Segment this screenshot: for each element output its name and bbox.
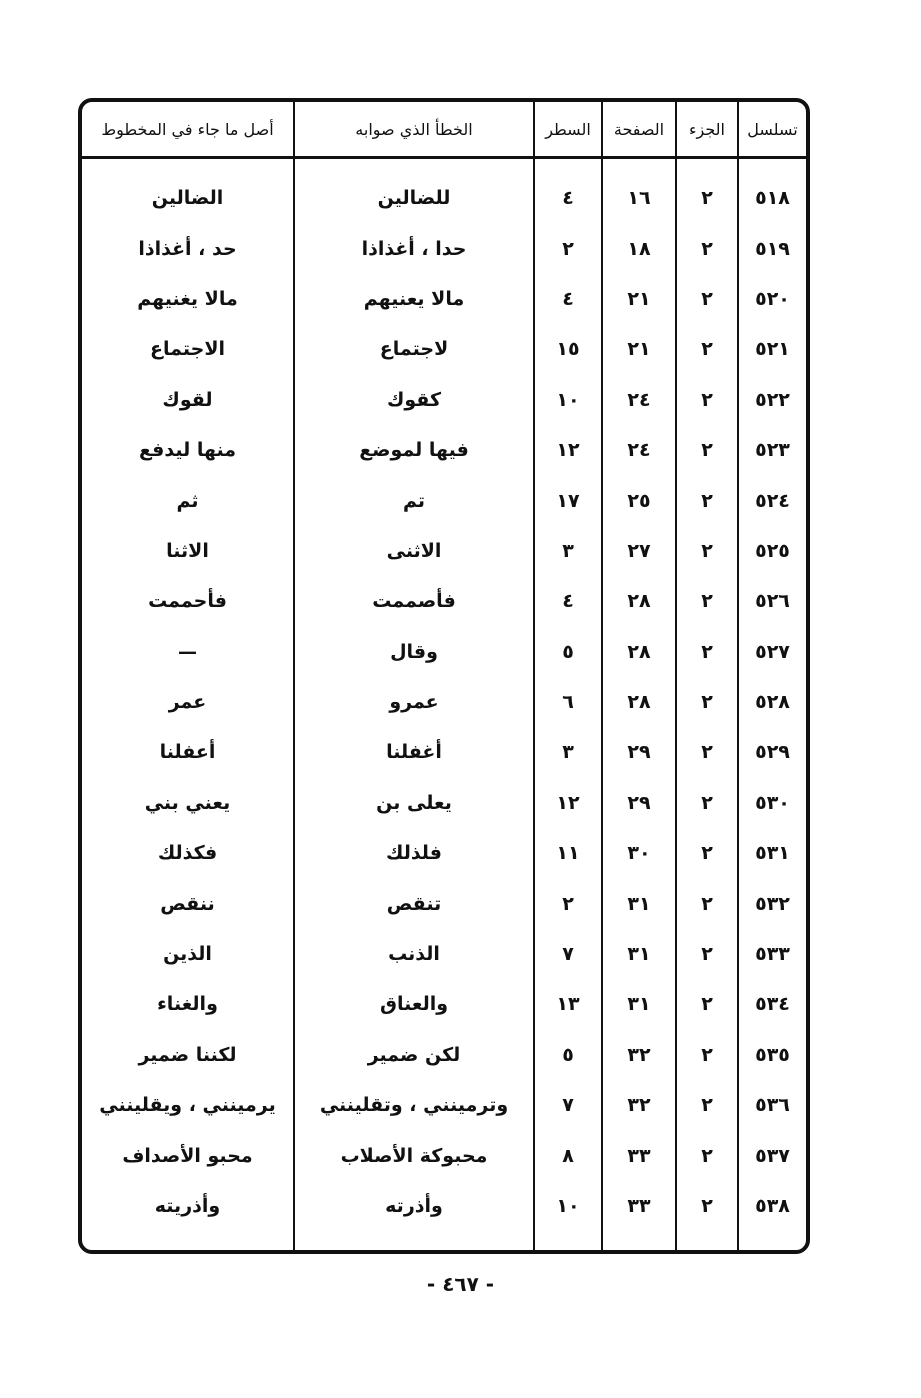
cell-serial: ٥٢٥ [738, 526, 806, 576]
cell-line: ٢ [534, 878, 602, 928]
cell-line: ١٠ [534, 1181, 602, 1231]
cell-part: ٢ [676, 727, 738, 777]
cell-part: ٢ [676, 223, 738, 273]
cell-original: — [178, 640, 197, 663]
page-number: - ٤٦٧ - [426, 1272, 495, 1296]
cell-error: مالا يعنيهم [294, 274, 534, 324]
cell-original: فكذلك [157, 842, 218, 865]
cell-error: يعلى بن [294, 778, 534, 828]
cell-serial: ٥٢٧ [738, 627, 806, 677]
cell-error: الاثنى [294, 526, 534, 576]
cell-page: ٣٣ [602, 1181, 676, 1231]
cell-part: ٢ [676, 324, 738, 374]
cell-original: والغناء [157, 993, 218, 1016]
cell-line: ٧ [534, 1080, 602, 1130]
cell-serial: ٥٢٩ [738, 727, 806, 777]
table-row [82, 778, 806, 828]
cell-serial: ٥٣٨ [738, 1181, 806, 1231]
cell-original: أعفلنا [159, 741, 216, 764]
table-row [82, 158, 806, 224]
cell-error: الذنب [294, 929, 534, 979]
cell-page: ٣٣ [602, 1130, 676, 1180]
cell-serial: ٥١٨ [738, 158, 806, 224]
cell-page: ٢٤ [602, 375, 676, 425]
header-serial: تسلسل [738, 102, 806, 158]
cell-serial: ٥٢٣ [738, 425, 806, 475]
cell-line: ٨ [534, 1130, 602, 1180]
table-row [82, 1030, 806, 1080]
table-row [82, 375, 806, 425]
cell-serial: ٥٢٤ [738, 475, 806, 525]
cell-line: ١١ [534, 828, 602, 878]
cell-line: ١٧ [534, 475, 602, 525]
cell-error: محبوكة الأصلاب [294, 1130, 534, 1180]
table-row [82, 1080, 806, 1130]
header-page: الصفحة [602, 102, 676, 158]
cell-line: ٣ [534, 727, 602, 777]
cell-error: للضالين [294, 158, 534, 224]
cell-serial: ٥٣٧ [738, 1130, 806, 1180]
cell-part: ٢ [676, 526, 738, 576]
cell-line: ١٥ [534, 324, 602, 374]
cell-part: ٢ [676, 1130, 738, 1180]
cell-serial: ٥٣٦ [738, 1080, 806, 1130]
cell-original: وأذريته [154, 1195, 221, 1217]
table-row [82, 576, 806, 626]
cell-line: ٢ [534, 223, 602, 273]
cell-serial: ٥٢٢ [738, 375, 806, 425]
cell-error: تنقص [294, 878, 534, 928]
cell-original: الاجتماع [150, 338, 225, 361]
cell-original: محبو الأصداف [122, 1144, 253, 1167]
cell-page: ٢٨ [602, 677, 676, 727]
cell-error: حدا ، أغذاذا [294, 223, 534, 273]
errata-body [82, 158, 806, 1255]
table-row [82, 929, 806, 979]
filler-cell [534, 1231, 602, 1254]
cell-line: ٣ [534, 526, 602, 576]
cell-serial: ٥٣٣ [738, 929, 806, 979]
cell-error: فيها لموضع [294, 425, 534, 475]
header-part: الجزء [676, 102, 738, 158]
cell-part: ٢ [676, 576, 738, 626]
cell-line: ١٠ [534, 375, 602, 425]
cell-part: ٢ [676, 627, 738, 677]
cell-error: وترمينني ، وتقلينني [294, 1080, 534, 1130]
errata-table [82, 102, 806, 1254]
cell-part: ٢ [676, 878, 738, 928]
cell-page: ٢٩ [602, 727, 676, 777]
table-row [82, 1130, 806, 1180]
cell-error: لاجتماع [294, 324, 534, 374]
cell-original: مالا يغنيهم [137, 287, 238, 310]
cell-line: ٥ [534, 627, 602, 677]
cell-part: ٢ [676, 158, 738, 224]
cell-original: عمر [168, 691, 207, 714]
cell-part: ٢ [676, 1030, 738, 1080]
errata-table-frame [78, 98, 810, 1254]
table-row [82, 223, 806, 273]
cell-page: ٣١ [602, 979, 676, 1029]
cell-serial: ٥٢٠ [738, 274, 806, 324]
cell-error: تم [294, 475, 534, 525]
cell-part: ٢ [676, 828, 738, 878]
cell-page: ١٦ [602, 158, 676, 224]
header-line: السطر [534, 102, 602, 158]
cell-line: ٥ [534, 1030, 602, 1080]
cell-error: كقوك [294, 375, 534, 425]
header-error: الخطأ الذي صوابه [294, 102, 534, 158]
cell-original: ننقص [160, 892, 215, 915]
cell-page: ٢٨ [602, 576, 676, 626]
cell-page: ٣٠ [602, 828, 676, 878]
cell-serial: ٥٣٥ [738, 1030, 806, 1080]
cell-part: ٢ [676, 475, 738, 525]
cell-serial: ٥٢٨ [738, 677, 806, 727]
cell-serial: ٥٣٤ [738, 979, 806, 1029]
cell-error: وأذرته [294, 1181, 534, 1231]
cell-original: ثم [176, 489, 199, 512]
cell-serial: ٥٣٠ [738, 778, 806, 828]
table-row [82, 324, 806, 374]
cell-original: الذين [163, 943, 212, 966]
cell-part: ٢ [676, 979, 738, 1029]
cell-page: ٢٩ [602, 778, 676, 828]
table-row [82, 475, 806, 525]
cell-error: والعناق [294, 979, 534, 1029]
cell-line: ١٢ [534, 778, 602, 828]
cell-part: ٢ [676, 425, 738, 475]
cell-serial: ٥٢٦ [738, 576, 806, 626]
cell-page: ١٨ [602, 223, 676, 273]
cell-serial: ٥٣١ [738, 828, 806, 878]
table-row [82, 727, 806, 777]
cell-page: ٢٤ [602, 425, 676, 475]
cell-line: ٧ [534, 929, 602, 979]
table-row [82, 526, 806, 576]
cell-part: ٢ [676, 677, 738, 727]
cell-original: لكننا ضمير [138, 1043, 237, 1066]
cell-original: يرمينني ، ويقلينني [99, 1094, 276, 1117]
table-row [82, 1181, 806, 1231]
cell-page: ٢٧ [602, 526, 676, 576]
cell-part: ٢ [676, 778, 738, 828]
cell-page: ٢٥ [602, 475, 676, 525]
filler-cell [294, 1231, 534, 1254]
cell-page: ٣٢ [602, 1030, 676, 1080]
cell-line: ٤ [534, 576, 602, 626]
cell-page: ٢١ [602, 274, 676, 324]
cell-error: لكن ضمير [294, 1030, 534, 1080]
table-row [82, 979, 806, 1029]
filler-cell [602, 1231, 676, 1254]
cell-original: فأحممت [148, 590, 227, 613]
table-filler-row [82, 1231, 806, 1254]
cell-serial: ٥٣٢ [738, 878, 806, 928]
header-original: أصل ما جاء في المخطوط [82, 102, 294, 158]
cell-error: عمرو [294, 677, 534, 727]
cell-line: ١٢ [534, 425, 602, 475]
cell-part: ٢ [676, 274, 738, 324]
cell-part: ٢ [676, 1080, 738, 1130]
cell-error: أغفلنا [294, 727, 534, 777]
cell-part: ٢ [676, 1181, 738, 1231]
cell-line: ٤ [534, 158, 602, 224]
cell-original: يعني بني [144, 791, 231, 814]
cell-error: وقال [294, 627, 534, 677]
header-row [82, 102, 806, 158]
cell-page: ٢٨ [602, 627, 676, 677]
table-row [82, 274, 806, 324]
filler-cell [738, 1231, 806, 1254]
cell-page: ٣١ [602, 929, 676, 979]
cell-original: حد ، أغذاذا [138, 237, 237, 260]
cell-serial: ٥١٩ [738, 223, 806, 273]
cell-line: ١٣ [534, 979, 602, 1029]
cell-page: ٣٢ [602, 1080, 676, 1130]
table-row [82, 878, 806, 928]
cell-original: لقوك [162, 388, 213, 411]
cell-part: ٢ [676, 929, 738, 979]
cell-serial: ٥٢١ [738, 324, 806, 374]
cell-error: فلذلك [294, 828, 534, 878]
table-row [82, 828, 806, 878]
cell-part: ٢ [676, 375, 738, 425]
filler-cell [676, 1231, 738, 1254]
cell-line: ٦ [534, 677, 602, 727]
cell-error: فأصممت [294, 576, 534, 626]
cell-page: ٣١ [602, 878, 676, 928]
cell-page: ٢١ [602, 324, 676, 374]
table-row [82, 677, 806, 727]
cell-original: الاثنا [166, 539, 209, 562]
cell-original: منها ليدفع [138, 439, 237, 462]
table-row [82, 627, 806, 677]
cell-original: الضالين [151, 187, 224, 210]
cell-line: ٤ [534, 274, 602, 324]
filler-cell [82, 1231, 294, 1254]
table-row [82, 425, 806, 475]
